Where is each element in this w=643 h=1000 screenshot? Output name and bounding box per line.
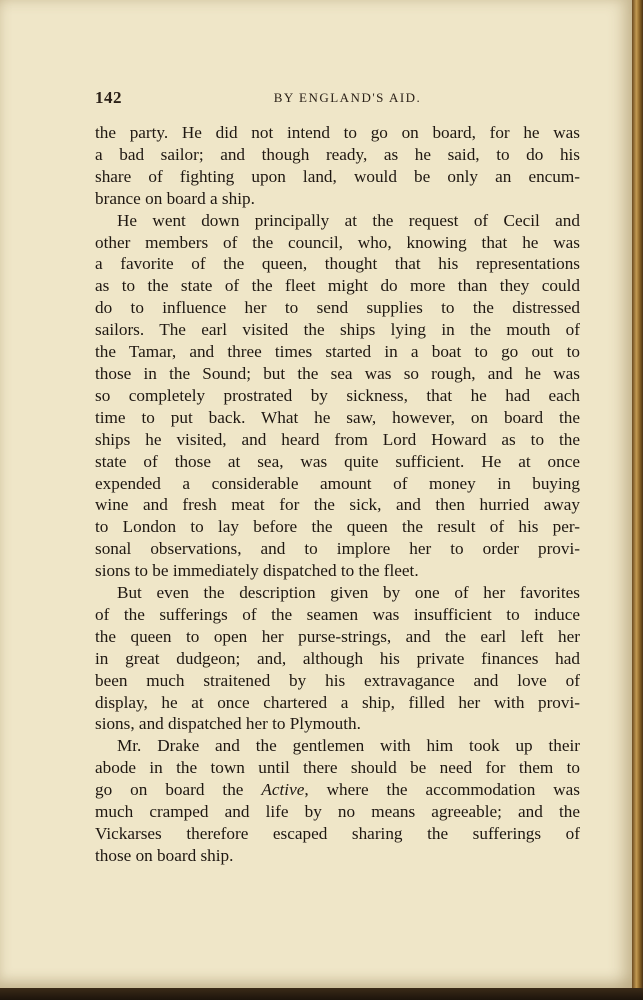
text-line: to London to lay before the queen the result of his per- (95, 517, 580, 537)
text-line: But even the description given by one of her favorites (117, 583, 580, 603)
text-line: state of those at sea, was quite sufficient. He at once (95, 451, 580, 471)
text-segment: go on board the (95, 780, 262, 800)
text-segment: , where the accommodation was (304, 780, 580, 800)
text-line: in great dudgeon; and, although his private finances had (95, 648, 580, 668)
text-line: a bad sailor; and though ready, as he said, to do his (95, 144, 580, 164)
text-line: time to put back. What he saw, however, on board the (95, 407, 580, 427)
page-header (95, 88, 580, 112)
text-line: been much straitened by his extravagance and love of (95, 670, 580, 690)
text-line: so completely prostrated by sickness, that he had each (95, 385, 580, 405)
text-line: much cramped and life by no means agreeable; and the (95, 802, 580, 822)
text-line: a favorite of the queen, thought that his representations (95, 254, 580, 274)
text-line-with-italic (95, 779, 580, 801)
text-line: brance on board a ship. (95, 188, 255, 208)
page-edge-bottom (0, 988, 643, 1000)
text-line: the queen to open her purse-strings, and the earl left her (95, 626, 580, 646)
text-line: Mr. Drake and the gentlemen with him took up their (117, 736, 580, 756)
text-line: sailors. The earl visited the ships lying in the mouth of (95, 320, 580, 340)
body-text (95, 122, 580, 867)
text-line: other members of the council, who, knowing that he was (95, 232, 580, 252)
text-line: of the sufferings of the seamen was insufficient to induce (95, 604, 580, 624)
page-number: 142 (95, 88, 122, 107)
text-line: abode in the town until there should be need for them to (95, 758, 580, 778)
text-line: display, he at once chartered a ship, filled her with provi- (95, 692, 580, 712)
page-edge-right (632, 0, 643, 1000)
text-line: ships he visited, and heard from Lord Howard as to the (95, 429, 580, 449)
text-line: those on board ship. (95, 845, 234, 865)
text-line: the Tamar, and three times started in a boat to go out to (95, 342, 580, 362)
ship-name-italic: Active (261, 780, 305, 800)
text-line: wine and fresh meat for the sick, and then hurried away (95, 495, 580, 515)
text-line: do to influence her to send supplies to the distressed (95, 298, 580, 318)
text-line: expended a considerable amount of money in buying (95, 473, 580, 493)
text-line: share of fighting upon land, would be only an encum- (95, 166, 580, 186)
text-line: sions, and dispatched her to Plymouth. (95, 714, 361, 734)
text-line: the party. He did not intend to go on board, for he was (95, 123, 580, 142)
text-line: He went down principally at the request of Cecil and (117, 210, 580, 230)
text-line: sonal observations, and to implore her to order provi- (95, 539, 580, 559)
text-line: as to the state of the fleet might do more than they could (95, 276, 580, 296)
running-title: BY ENGLAND'S AID. (273, 90, 422, 105)
text-line: Vickarses therefore escaped sharing the sufferings of (95, 824, 580, 843)
text-line: those in the Sound; but the sea was so rough, and he was (95, 363, 580, 383)
text-line: sions to be immediately dispatched to the fleet. (95, 561, 419, 581)
